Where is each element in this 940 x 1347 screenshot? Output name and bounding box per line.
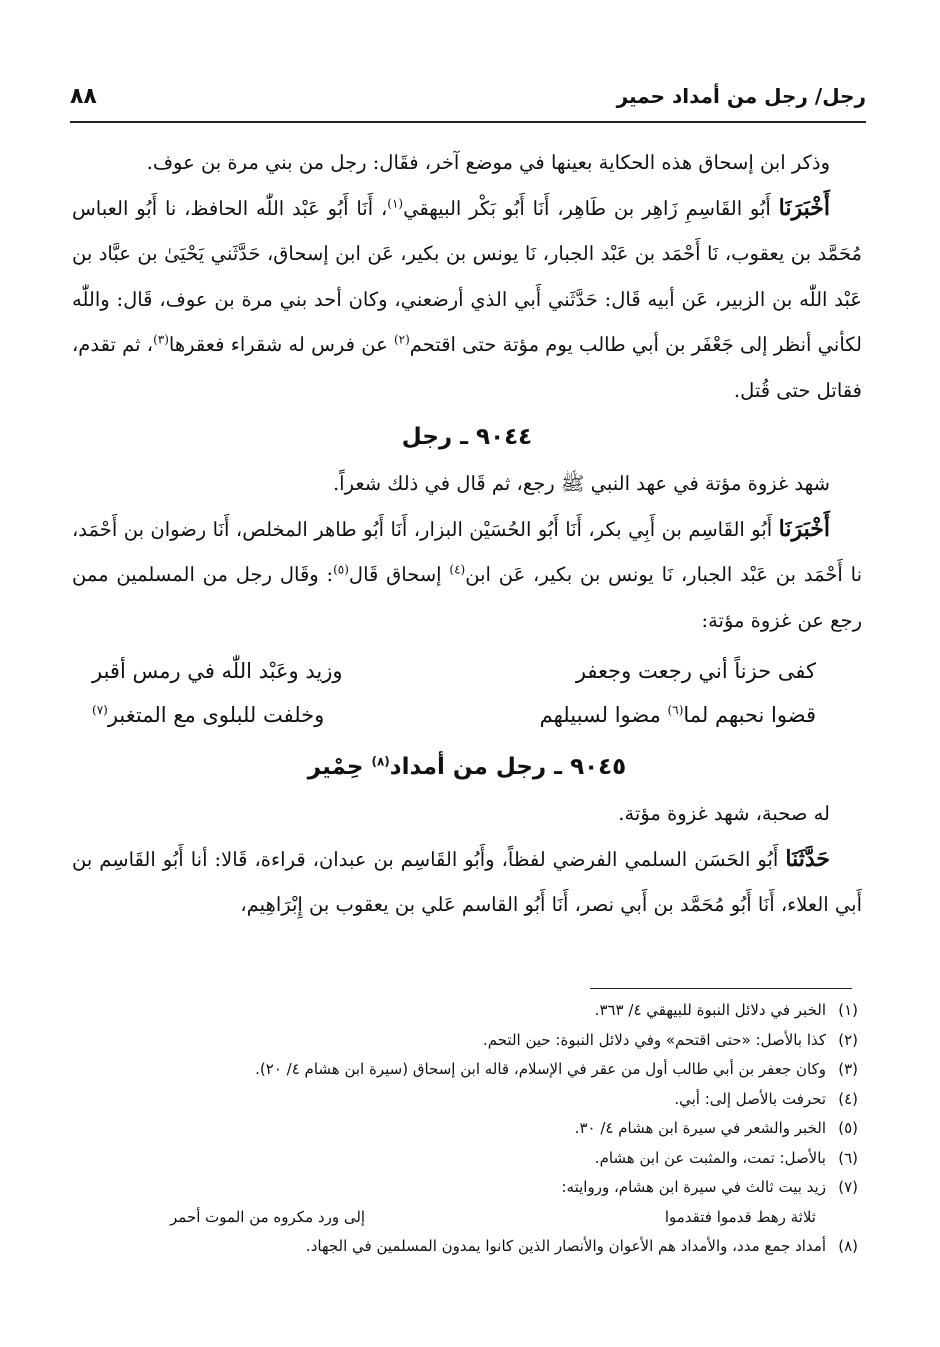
footnote-ref[interactable]: (٦): [667, 703, 684, 717]
footnote-text: أمداد جمع مدد، والأمداد هم الأعوان والأنصار الذين كانوا يمدون المسلمين في الجهاد.: [305, 1237, 826, 1255]
poem: [72, 649, 862, 737]
footnote-ref[interactable]: (٨): [371, 754, 390, 769]
entry-heading: [72, 743, 862, 791]
footnote-text: الخبر والشعر في سيرة ابن هشام ٤/ ٣٠.: [574, 1119, 826, 1137]
paragraph: [72, 507, 862, 644]
footnote-ref[interactable]: (٤): [449, 562, 466, 577]
paragraph: وذكر ابن إسحاق هذه الحكاية بعينها في موضع آخر، فقَال: رجل من بني مرة بن عوف.: [146, 151, 830, 174]
footnote-text: تحرفت بالأصل إلى: أبي.: [674, 1089, 826, 1108]
text-run: وخلفت للبلوى مع المتغبر: [107, 703, 325, 727]
footnote-text: زيد بيت ثالث في سيرة ابن هشام، وروايته:: [561, 1178, 826, 1196]
footnote-verse: [150, 1203, 858, 1233]
footnote-number: (٦): [838, 1148, 858, 1167]
footnote-number: (١): [838, 1001, 858, 1019]
footnote-number: (٣): [838, 1060, 858, 1078]
footnote: [150, 1114, 858, 1144]
footnote: [150, 1232, 858, 1262]
footnote-number: (٤): [838, 1089, 858, 1108]
verse-hemistich: [540, 693, 816, 737]
footnote-number: (٨): [838, 1237, 858, 1255]
footnote: [150, 996, 858, 1026]
main-text: [72, 140, 862, 928]
footnote-text: الخبر في دلائل النبوة للبيهقي ٤/ ٣٦٣.: [594, 1001, 826, 1019]
text-run: أَبُو القَاسِمِ زَاهِر بن طَاهِر، أَنَا أَبُو بَكْر البيهقي: [403, 196, 779, 220]
footnote: [150, 1055, 858, 1085]
footnote: [150, 1085, 858, 1115]
footnote: [150, 1144, 858, 1174]
text-run: مضوا لسبيلهم: [539, 703, 668, 727]
footnote: [150, 1026, 858, 1056]
footnote-ref[interactable]: (٢): [393, 332, 410, 347]
text-run: ، أَنَا أَبُو عَبْد اللّٰه الحافظ، نا أَبُو العباس مُحَمَّد بن يعقوب، نَا أَحْمَد بن عَبْد الجبار، نَا يونس بن بكير، عَن ابن إسحاق، حَدَّثَني يَحْيَىٰ بن عبَّاد بن عَبْد اللّٰه بن الزبير، عَن أبيه قَال: حَدَّثَني أَبي الذي أرضعني، وكان أحد بني مرة بن عوف، قَال: واللّٰه لكأني أنظر إلى جَعْفَر بن أبي طالب يوم مؤتة حتى اقتحم: [72, 196, 862, 356]
footnote-number: (٧): [838, 1178, 858, 1196]
footnote-rule: [590, 988, 852, 989]
footnote-ref[interactable]: (٣): [153, 332, 169, 347]
entry-heading: ٩٠٤٤ ـ رجل: [401, 424, 533, 450]
transmission-term: حَدَّثَنَا: [785, 845, 830, 872]
text-run: أَبُو الحَسَن السلمي الفرضي لفظاً، وأَبُو القَاسِم بن عبدان، قراءة، قَالا: أنا أَبُو القَاسِم بن أَبي العلاء، أَنَا أَبُو مُحَمَّد بن أَبي نصر، أَنَا أَبُو القاسم عَلي بن يعقوب بن إِبْرَاهِيم،: [72, 847, 862, 916]
header-rule: [70, 121, 866, 123]
verse-hemistich: إلى ورد مكروه من الموت أحمر: [170, 1207, 366, 1226]
footnote-text: وكان جعفر بن أبي طالب أول من عقر في الإسلام، قاله ابن إسحاق (سيرة ابن هشام ٤/ ٢٠).: [255, 1060, 826, 1078]
footnote-text: كذا بالأصل: «حتى اقتحم» وفي دلائل النبوة: حين التحم.: [482, 1030, 826, 1049]
footnote: [150, 1173, 858, 1203]
page-number: ٨٨: [70, 84, 97, 109]
paragraph: شهد غزوة مؤتة في عهد النبي ﷺ رجع، ثم قَال في ذلك شعراً.: [332, 472, 830, 495]
transmission-term: أَخْبَرَنَا: [778, 515, 830, 542]
text-run: : وقَال رجل من المسلمين ممن رجع عن غزوة مؤتة:: [72, 563, 862, 632]
verse-hemistich: كفى حزناً أني رجعت وجعفر: [575, 659, 816, 683]
verse-hemistich: ثلاثة رهط قدموا فتقدموا: [664, 1207, 816, 1226]
footnote-ref[interactable]: (٧): [92, 703, 108, 717]
text-run: قضوا نحبهم لما: [683, 703, 816, 727]
verse-line: [72, 649, 862, 693]
footnote-ref[interactable]: (١): [387, 196, 404, 210]
verse-hemistich: [92, 693, 324, 737]
running-title: رجل/ رجل من أمداد حمير: [616, 84, 866, 108]
text-run: إسحاق قَال: [348, 563, 450, 586]
footnote-number: (٢): [838, 1030, 858, 1049]
text-run: عن فرس له شقراء فعقرها: [168, 333, 394, 356]
text-run: أَبُو القَاسِم بن أَبِي بكر، أَنَا أَبُو الحُسَيْن البزار، أَنَا أَبُو طاهر المخلص، أَنَا رضوان بن أَحْمَد، نا أَحْمَد بن عَبْد الجبار، نَا يونس بن بكير، عَن ابن: [72, 517, 862, 586]
text-run: ، ثم تقدم، فقاتل حتى قُتل.: [72, 333, 862, 402]
transmission-term: أَخْبَرَنَا: [778, 194, 830, 221]
verse-line: [72, 693, 862, 737]
footnote-text: بالأصل: تمت، والمثبت عن ابن هشام.: [594, 1148, 826, 1167]
verse-hemistich: وزيد وعَبْد اللّٰه في رمس أقبر: [92, 659, 343, 683]
paragraph: [72, 186, 862, 414]
text-run: حِمْير: [307, 754, 372, 780]
footnote-number: (٥): [838, 1119, 858, 1137]
footnotes: [150, 996, 858, 1262]
page-header: [70, 78, 866, 118]
paragraph: [72, 837, 862, 928]
footnote-ref[interactable]: (٥): [333, 562, 349, 577]
text-run: ٩٠٤٥ ـ رجل من أمداد: [389, 754, 627, 780]
paragraph: له صحبة، شهد غزوة مؤتة.: [618, 802, 830, 825]
